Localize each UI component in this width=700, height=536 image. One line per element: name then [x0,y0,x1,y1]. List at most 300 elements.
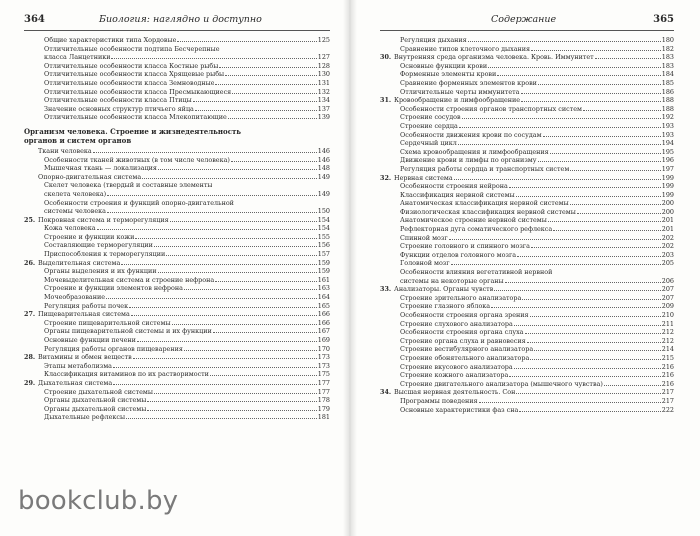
toc-entry-title: скелета человека) [44,189,107,198]
toc-dot-leader [516,191,661,197]
toc-entry [24,113,330,122]
toc-entry-title: Строение зрительного анализатора [400,293,522,302]
toc-entry-page: 132 [317,87,330,96]
toc-dot-leader [154,388,317,394]
toc-entry-title: Скелет человека (твердый и составные элементы [44,181,213,190]
toc-dot-leader [213,182,329,187]
section-heading [24,127,330,145]
toc-dot-leader [531,242,661,248]
toc-dot-leader [131,310,317,316]
toc-entry-page: 200 [661,199,674,208]
toc-entry-title: Схема кровообращения и лимфообращения [400,147,549,156]
toc-entry [24,327,330,336]
toc-dot-leader [451,259,661,265]
toc-entry [380,363,674,372]
toc-entry-page: 154 [317,224,330,233]
toc-dot-leader [228,113,317,119]
toc-entry-page: 180 [661,36,674,44]
toc-dot-leader [530,311,661,317]
toc-entry-title: Регуляция работы почек [44,301,129,310]
toc-entry-page: 216 [661,379,674,388]
toc-dot-leader [570,165,661,171]
toc-entry [24,224,330,233]
toc-dot-leader [133,353,317,359]
toc-entry-title: Опорно-двигательная система [38,172,142,181]
toc-entry-page: 173 [317,361,330,370]
toc-entry-title: Отличительные черты иммунитета [400,87,520,96]
toc-entry [24,396,330,405]
toc-entry-title: Сердечный цикл [400,139,457,148]
toc-entry [24,181,330,190]
toc-dot-leader [184,284,317,290]
toc-dot-leader [235,200,329,205]
toc-entry [24,216,330,225]
toc-dot-leader [126,413,317,419]
toc-entry [380,45,674,54]
toc-entry [380,79,674,88]
toc-dot-leader [525,328,661,334]
toc-entry-page: 188 [661,104,674,113]
toc-entry-page: 184 [661,70,674,79]
toc-entry-page: 130 [317,70,330,79]
toc-entry [380,234,674,243]
toc-dot-leader [531,45,661,51]
toc-entry [380,96,674,105]
toc-dot-leader [527,337,661,343]
right-running-title: Содержание [490,14,557,25]
toc-entry [24,36,330,45]
toc-entry-title: Строение головного и спинного мозга [400,242,530,251]
toc-dot-leader [121,259,316,265]
toc-entry [380,380,674,389]
toc-entry [380,259,674,268]
toc-dot-leader [129,302,317,308]
toc-entry-number: 33. [380,285,392,294]
toc-entry [24,276,330,285]
toc-entry-title: Витамины и обмен веществ [38,353,132,362]
toc-dot-leader [97,224,317,230]
toc-entry-title: Функции отделов головного мозга [400,250,517,259]
toc-entry-page: 207 [661,285,674,294]
left-running-title: Биология: наглядно и доступно [98,14,262,25]
toc-entry [380,165,674,174]
toc-entry-page: 195 [661,147,674,156]
left-toc-top-list [24,36,330,122]
toc-entry-page: 203 [661,250,674,259]
toc-entry [380,216,674,225]
toc-dot-leader [519,406,661,412]
toc-entry [380,277,674,286]
toc-entry-title: Особенности влияния вегетативной нервной [400,268,553,277]
toc-dot-leader [509,371,660,377]
toc-entry [24,241,330,250]
toc-entry-title: Особенности тканей животных (в том числе человека) [44,155,230,164]
toc-entry-page: 210 [661,311,674,319]
toc-entry-title: Основные функции крови [400,61,488,70]
toc-entry [380,70,674,79]
toc-dot-leader [93,147,317,153]
toc-entry-page: 181 [317,413,330,422]
toc-entry-title: Особенности строения и функций опорно-двигательной [44,198,234,207]
toc-entry-title: Строение вкусового анализатора [400,362,513,371]
toc-entry [380,113,674,122]
toc-entry [380,88,674,97]
left-page-header [24,14,330,31]
toc-entry-title: Составляющие терморегуляции [44,241,153,250]
toc-entry [24,45,330,54]
toc-entry-page: 206 [661,276,674,285]
toc-dot-leader [184,345,317,351]
toc-entry-number: 28. [24,353,36,362]
toc-entry-title: Строение кожного анализатора [400,371,509,380]
toc-entry-page: 182 [661,44,674,53]
toc-entry-title: Физиологическая классификация нервной системы [400,207,576,216]
toc-entry-page: 148 [317,164,330,173]
toc-entry-page: 125 [317,36,330,44]
toc-entry-title: Анализаторы. Органы чувств [394,285,494,294]
toc-entry-title: Сравнение форменных элементов крови [400,78,537,87]
toc-entry [24,147,330,156]
toc-entry [24,319,330,328]
toc-entry-title: Органы выделения и их функции [44,267,157,276]
section-heading-line-1: Организм человека. Строение и жизнедеятельность [24,126,242,136]
toc-dot-leader [543,131,661,137]
toc-entry-page: 177 [317,387,330,396]
toc-entry-title: Отличительные особенности класса Пресмыкающиеся [44,87,232,96]
toc-entry-page: 159 [317,258,330,267]
toc-entry-title: Отличительные особенности подтипа Бесчерепные [44,44,220,53]
toc-entry-title: Строение сосудов [400,113,461,122]
toc-entry-title: Регуляция работы органов пищеварения [44,344,183,353]
toc-entry-title: класса Ланцетники [44,53,111,62]
toc-entry-page: 164 [317,293,330,302]
toc-entry [24,267,330,276]
left-toc [24,36,330,422]
toc-entry-page: 154 [317,215,330,224]
toc-entry-page: 159 [317,267,330,276]
toc-dot-leader [494,285,660,291]
toc-entry-page: 212 [661,328,674,337]
toc-entry [24,199,330,208]
toc-entry [24,233,330,242]
toc-entry [380,406,674,415]
toc-dot-leader [509,182,661,188]
toc-entry-title: Строение двигательного анализатора (мышечного чувства) [400,379,603,388]
toc-entry-title: Отличительные особенности класса Хрящевые рыбы [44,70,225,79]
toc-entry-title: Этапы метаболизма [44,361,112,370]
toc-dot-leader [553,269,673,274]
toc-dot-leader [491,302,661,308]
toc-dot-leader [142,173,317,179]
toc-dot-leader [521,88,661,94]
toc-dot-leader [550,148,661,154]
toc-entry-title: Регуляция работы сердца и транспортных систем [400,164,570,173]
toc-dot-leader [158,164,317,170]
toc-entry-page: 216 [661,362,674,371]
toc-entry-title: Строение пищеварительной системы [44,318,171,327]
toc-entry [24,284,330,293]
toc-entry-page: 149 [317,189,330,198]
toc-dot-leader [195,105,317,111]
toc-entry [380,131,674,140]
toc-entry-page: 163 [317,284,330,293]
toc-entry [380,354,674,363]
toc-dot-leader [604,380,661,386]
toc-dot-leader [210,370,317,376]
toc-entry-page: 139 [317,113,330,122]
toc-entry [380,105,674,114]
toc-entry-title: Строение и функции кожи [44,232,135,241]
toc-entry-page: 131 [317,78,330,87]
toc-entry-title: Особенности строения органов транспортных систем [400,104,583,113]
toc-entry-page: 149 [317,172,330,181]
toc-entry-page: 205 [661,259,674,268]
toc-entry-title: Особенности строения органа зрения [400,311,529,319]
toc-entry-page: 161 [317,275,330,284]
toc-entry-title: Строение и функции элементов нефрона [44,284,183,293]
toc-entry-page: 166 [317,318,330,327]
toc-entry-page: 175 [317,370,330,379]
toc-entry [24,345,330,354]
right-toc [380,36,674,414]
toc-entry-page: 211 [661,319,674,328]
toc-entry-title: Строение вестибулярного анализатора [400,345,534,354]
toc-entry-title: Сравнение типов клеточного дыхания [400,44,531,53]
toc-entry [380,268,674,277]
toc-entry [24,353,330,362]
toc-entry [24,293,330,302]
toc-entry [380,311,674,320]
toc-entry [380,174,674,183]
toc-dot-leader [530,354,661,360]
toc-dot-leader [479,397,661,403]
toc-entry-page: 169 [317,336,330,344]
right-page [350,0,700,536]
toc-dot-leader [497,70,661,76]
toc-entry [380,302,674,311]
toc-entry [380,251,674,260]
toc-dot-leader [449,234,661,240]
toc-entry [380,397,674,406]
toc-entry [24,379,330,388]
toc-entry-title: Ткани человека [38,146,92,155]
toc-entry-page: 199 [661,182,674,191]
toc-entry [380,148,674,157]
toc-entry-page: 215 [661,353,674,362]
toc-dot-leader [147,405,316,411]
toc-dot-leader [231,156,317,162]
toc-entry [24,388,330,397]
toc-entry-page: 193 [661,130,674,139]
right-page-header [380,14,674,31]
toc-entry [24,362,330,371]
toc-dot-leader [577,208,661,214]
toc-entry-title: Строение сердца [400,121,458,130]
toc-entry [24,207,330,216]
toc-entry-page: 202 [661,233,674,242]
toc-entry [380,62,674,71]
watermark-logo: bookclub.by [18,486,179,516]
toc-entry-page: 222 [661,405,674,414]
toc-entry-number: 30. [380,53,392,62]
toc-entry-page: 150 [317,207,330,216]
toc-entry [24,173,330,182]
toc-entry [24,370,330,379]
toc-dot-leader [516,388,660,394]
toc-entry-page: 127 [317,53,330,62]
toc-dot-leader [534,345,661,351]
toc-entry-number: 34. [380,388,392,397]
toc-dot-leader [454,174,661,180]
toc-entry-number: 29. [24,378,36,387]
toc-entry-title: Анатомическое строение нервной системы [400,216,547,225]
toc-entry-title: Мочеобразование [44,293,106,302]
toc-entry-title: Высшая нервная деятельность. Сон [394,388,516,397]
toc-entry [380,328,674,337]
toc-entry-title: Анатомическая классификация нервной системы [400,199,569,208]
toc-entry-title: Основные функции печени [44,336,136,344]
toc-entry-title: Головной мозг [400,259,450,268]
toc-entry-title: Движение крови и лимфы по организму [400,156,537,165]
toc-dot-leader [107,207,317,213]
toc-dot-leader [113,379,317,385]
toc-entry-page: 185 [661,78,674,87]
toc-dot-leader [221,46,329,51]
toc-entry-title: Пищеварительная система [38,310,130,319]
toc-dot-leader [553,225,661,231]
toc-entry-page: 156 [317,241,330,250]
toc-dot-leader [147,396,316,402]
toc-entry-title: Органы дыхательной системы [44,396,147,405]
toc-entry-page: 209 [661,302,674,311]
toc-entry-page: 166 [317,310,330,319]
toc-entry-number: 27. [24,310,36,319]
toc-entry-title: Строение обонятельного анализатора [400,353,530,362]
toc-entry-page: 188 [661,96,674,105]
toc-entry [380,371,674,380]
toc-dot-leader [514,320,661,326]
toc-entry-title: Рефлекторная дуга соматического рефлекса [400,225,553,234]
toc-dot-leader [219,62,316,68]
toc-entry [380,242,674,251]
toc-entry [24,96,330,105]
toc-entry-page: 177 [317,378,330,387]
toc-dot-leader [215,79,316,85]
section-heading-line-2: органов и систем органов [24,135,132,145]
toc-entry-page: 167 [317,327,330,336]
toc-entry-title: системы на некоторые органы [400,276,504,285]
toc-entry-page: 212 [661,336,674,345]
toc-entry-page: 217 [661,388,674,397]
toc-dot-leader [225,70,317,76]
toc-entry [24,53,330,62]
toc-entry [24,70,330,79]
toc-entry-page: 146 [317,146,330,155]
toc-dot-leader [458,139,661,145]
toc-entry [380,285,674,294]
toc-dot-leader [570,199,661,205]
toc-entry-page: 193 [661,121,674,130]
toc-entry [380,208,674,217]
toc-entry [380,199,674,208]
toc-entry-page: 207 [661,293,674,302]
toc-entry-title: Спинной мозг [400,233,448,242]
toc-entry-number: 26. [24,258,36,267]
toc-entry-title: Особенности строения органа слуха [400,328,524,337]
toc-entry-page: 183 [661,53,674,62]
right-toc-list [380,36,674,414]
toc-entry-title: Форменные элементы крови [400,70,497,79]
toc-entry [380,337,674,346]
toc-dot-leader [538,79,661,85]
toc-entry-title: Выделительная система [38,258,121,267]
toc-entry-page: 197 [661,164,674,173]
toc-dot-leader [488,62,661,68]
toc-entry-page: 217 [661,396,674,405]
toc-entry-page: 199 [661,173,674,182]
toc-entry-title: Кожа человека [44,224,96,233]
toc-entry-page: 179 [317,404,330,413]
toc-entry-page: 155 [317,232,330,241]
toc-dot-leader [462,113,661,119]
toc-entry-number: 31. [380,96,392,105]
left-toc-main-list [24,147,330,422]
toc-dot-leader [538,156,661,162]
toc-entry-page: 214 [661,345,674,354]
toc-dot-leader [468,36,661,42]
toc-dot-leader [107,190,317,196]
toc-entry-title: Мочевыделительная система и строение нефрона [44,275,215,284]
toc-entry [24,413,330,422]
toc-entry-title: Особенности движения крови по сосудам [400,130,542,139]
toc-entry [24,310,330,319]
right-page-number: 365 [653,14,674,25]
toc-entry-title: Отличительные особенности класса Птицы [44,96,192,105]
toc-dot-leader [154,241,317,247]
toc-dot-leader [158,267,317,273]
toc-entry-page: 196 [661,156,674,165]
toc-entry-title: Значение основных структур птичьего яйца [44,104,194,113]
toc-entry [380,53,674,62]
toc-entry-page: 134 [317,96,330,105]
toc-entry [380,225,674,234]
toc-entry [380,191,674,200]
toc-entry-page: 202 [661,242,674,251]
toc-entry-page: 170 [317,344,330,353]
toc-entry [24,302,330,311]
toc-dot-leader [113,362,317,368]
toc-entry [24,190,330,199]
toc-dot-leader [170,216,317,222]
toc-entry-title: Нервная система [394,173,453,182]
toc-entry-title: системы человека [44,207,106,216]
toc-entry [380,36,674,45]
toc-entry-page: 165 [317,301,330,310]
toc-entry-page: 137 [317,104,330,113]
toc-entry-title: Отличительные особенности класса Земноводные [44,78,215,87]
toc-entry [24,336,330,345]
toc-entry [380,156,674,165]
toc-entry-title: Строение дыхательной системы [44,387,153,396]
toc-entry-title: Особенности строения нейрона [400,182,508,191]
toc-entry-page: 201 [661,216,674,225]
toc-entry-title: Классификация витаминов по их растворимости [44,370,209,379]
toc-entry-title: Строение глазного яблока [400,302,491,311]
toc-entry [24,79,330,88]
toc-entry-page: 192 [661,113,674,122]
toc-entry-title: Покровная система и терморегуляция [38,215,169,224]
toc-entry [24,156,330,165]
